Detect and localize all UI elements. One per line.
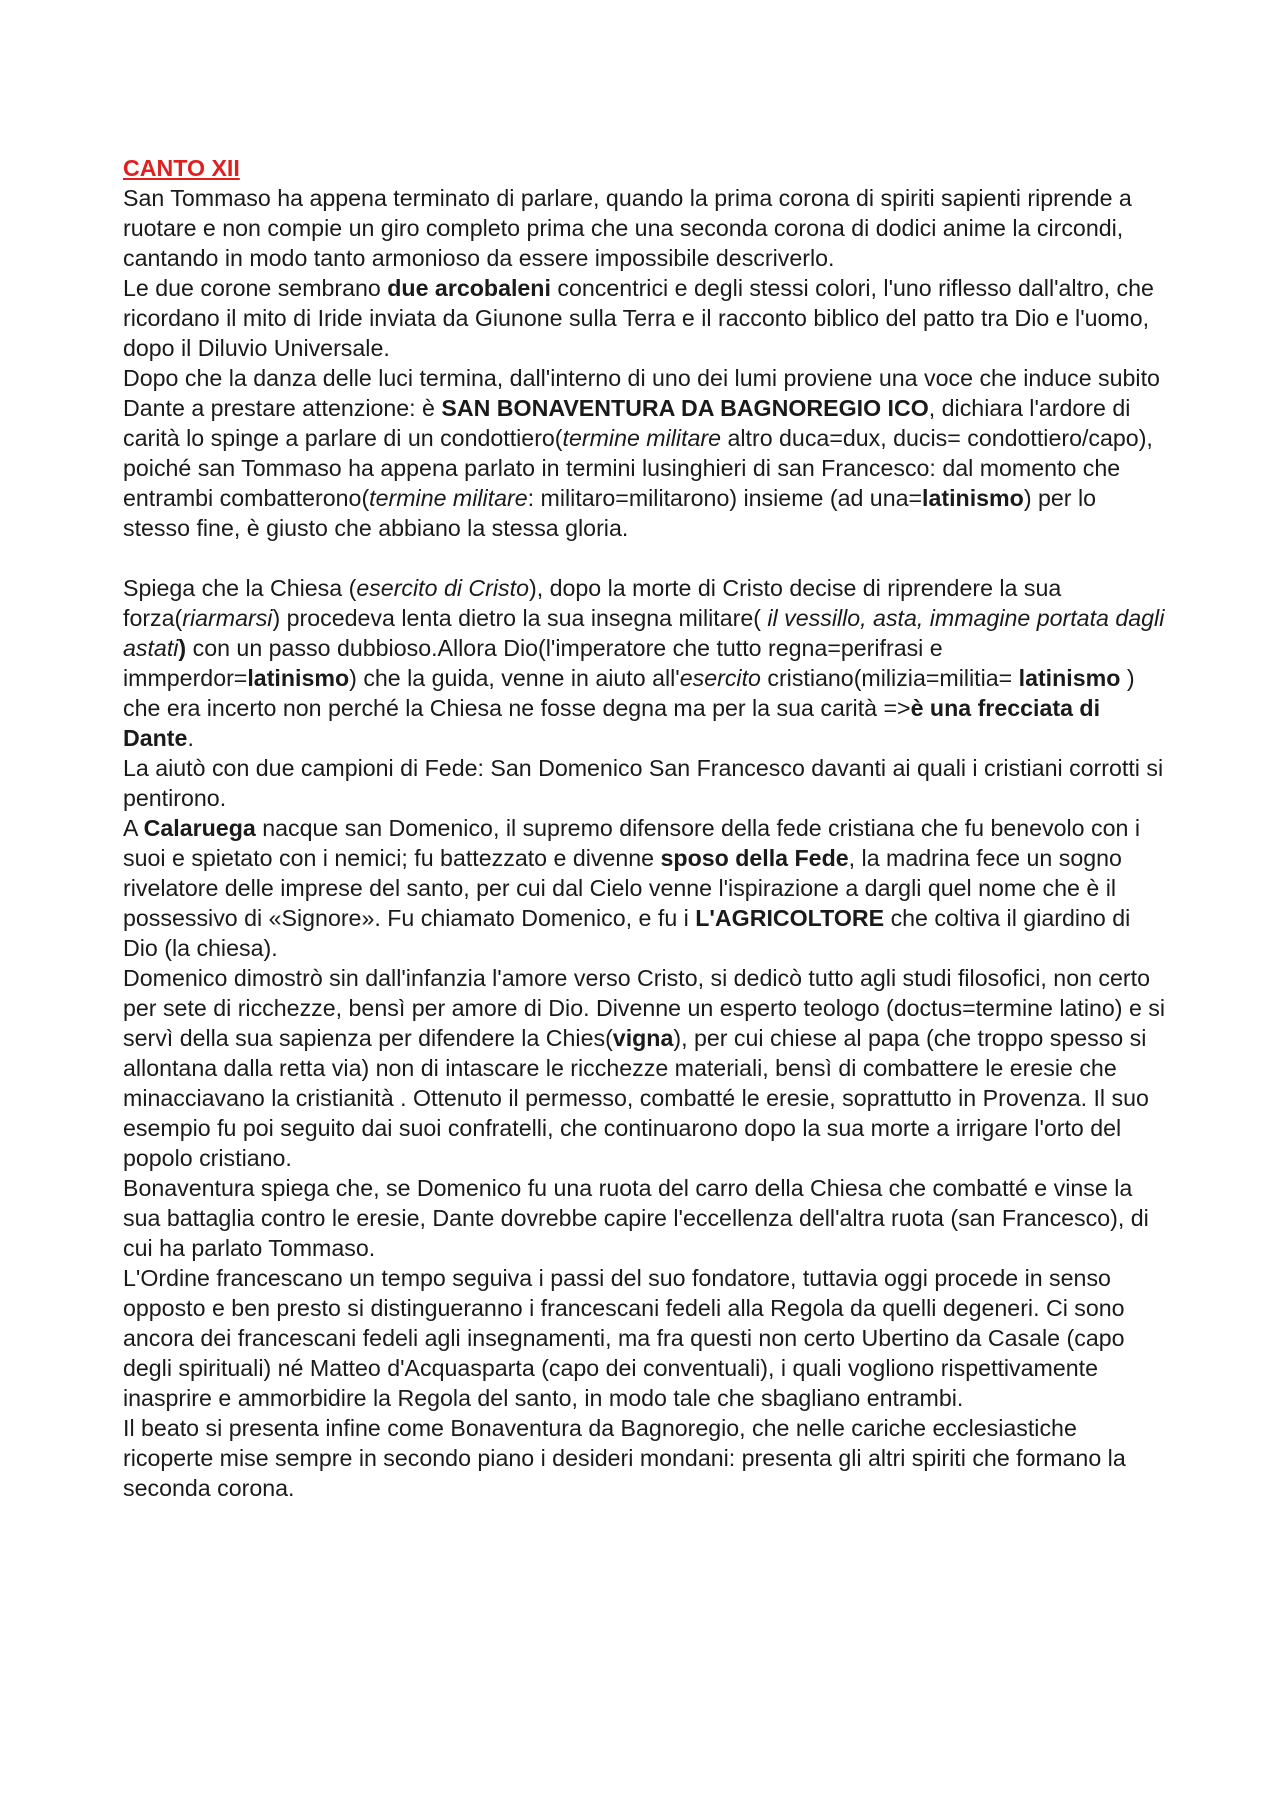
p4-run-0: Spiega che la Chiesa ( — [123, 575, 357, 601]
paragraph-chiesa-esercito — [123, 573, 1168, 753]
p2-run-2: concentrici e degli stessi colori, l'uno riflesso dall'altro, che ricordano il mito di Iride inviata da Giunone sulla Terra e il racconto biblico del patto tra Dio e l'uomo, dopo il Diluvio Universale. — [123, 275, 1154, 361]
document-page — [123, 153, 1168, 1503]
p3-run-3: termine militare — [562, 425, 722, 451]
paragraph-domenico-teologo — [123, 963, 1168, 1173]
p4-run-4: ) procedeva lenta dietro la sua insegna militare( — [272, 605, 768, 631]
p1-run-0: San Tommaso ha appena terminato di parlare, quando la prima corona di spiriti sapienti riprende a ruotare e non compie un giro completo prima che una seconda corona di dodici anime la circondi, cantando in modo tanto armonioso da essere impossibile descriverlo. — [123, 185, 1132, 271]
p4-run-15: . — [187, 725, 194, 751]
p6-run-3: sposo della Fede — [660, 845, 849, 871]
p5-run-0: La aiutò con due campioni di Fede: San Domenico San Francesco davanti ai quali i cristiani corrotti si pentirono. — [123, 755, 1164, 811]
p10-run-0: Il beato si presenta infine come Bonaventura da Bagnoregio, che nelle cariche ecclesiastiche ricoperte mise sempre in secondo piano i desideri mondani: presenta gli altri spiriti che formano la seconda corona. — [123, 1415, 1126, 1501]
paragraph-campioni-fede — [123, 753, 1168, 813]
p4-run-13: ) che era incerto non perché la Chiesa ne fosse degna ma per la sua carità => — [123, 665, 1135, 721]
p3-run-6: : militaro=militarono) insieme (ad una= — [527, 485, 923, 511]
p4-run-5: il vessillo, asta, immagine portata dagli astati — [123, 605, 1165, 661]
p4-run-12: latinismo — [1018, 665, 1121, 691]
p7-run-0: Domenico dimostrò sin dall'infanzia l'amore verso Cristo, si dedicò tutto agli studi filosofici, non certo per sete di ricchezze, bensì per amore di Dio. Divenne un esperto teologo (doctus=termine latino) e si servì della sua sapienza per difendere la Chies( — [123, 965, 1166, 1051]
p3-run-8: ) per lo stesso fine, è giusto che abbiano la stessa gloria. — [123, 485, 1096, 541]
p7-run-1: vigna — [612, 1025, 674, 1051]
paragraph-gap — [123, 543, 1168, 573]
p3-run-7: latinismo — [922, 485, 1024, 511]
p4-run-10: esercito — [679, 665, 761, 691]
p3-run-1: SAN BONAVENTURA DA BAGNOREGIO ICO — [441, 395, 929, 421]
p6-run-6: che coltiva il giardino di Dio (la chiesa). — [123, 905, 1131, 961]
canto-title: CANTO XII — [123, 155, 240, 181]
paragraph-ruota-carro — [123, 1173, 1168, 1263]
p6-run-0: A — [123, 815, 144, 841]
p4-run-3: riarmarsi — [182, 605, 273, 631]
p4-run-8: latinismo — [247, 665, 350, 691]
p6-run-5: L'AGRICOLTORE — [695, 905, 885, 931]
p4-run-11: cristiano(milizia=militia= — [760, 665, 1019, 691]
paragraph-bonaventura-voce — [123, 363, 1168, 543]
paragraph-ordine-francescano — [123, 1263, 1168, 1413]
p6-run-2: nacque san Domenico, il supremo difensore della fede cristiana che fu benevolo con i suoi e spietato con i nemici; fu battezzato e divenne — [123, 815, 1140, 871]
paragraph-arcobaleni — [123, 273, 1168, 363]
p4-run-2: ), dopo la morte di Cristo decise di riprendere la sua forza( — [123, 575, 1062, 631]
p4-run-1: esercito di Cristo — [356, 575, 529, 601]
p4-run-9: ) che la guida, venne in aiuto all' — [349, 665, 680, 691]
p4-run-7: con un passo dubbioso.Allora Dio(l'imperatore che tutto regna=perifrasi e immperdor= — [123, 635, 943, 691]
p7-run-2: ), per cui chiese al papa (che troppo spesso si allontana dalla retta via) non di intascare le ricchezze materiali, bensì di combattere le eresie che minacciavano la cristianità . Ottenuto il permesso, combatté le eresie, soprattutto in Provenza. Il suo esempio fu poi seguito dai suoi confratelli, che continuarono dopo la sua morte a irrigare l'orto del popolo cristiano. — [123, 1025, 1149, 1171]
p8-run-0: Bonaventura spiega che, se Domenico fu una ruota del carro della Chiesa che combatté e vinse la sua battaglia contro le eresie, Dante dovrebbe capire l'eccellenza dell'altra ruota (san Francesco), di cui ha parlato Tommaso. — [123, 1175, 1149, 1261]
p6-run-4: , la madrina fece un sogno rivelatore delle imprese del santo, per cui dal Cielo venne l'ispirazione a dargli quel nome che è il possessivo di «Signore». Fu chiamato Domenico, e fu i — [123, 845, 1122, 931]
p3-run-2: , dichiara l'ardore di carità lo spinge a parlare di un condottiero( — [123, 395, 1131, 451]
paragraph-intro — [123, 183, 1168, 273]
p9-run-0: L'Ordine francescano un tempo seguiva i passi del suo fondatore, tuttavia oggi procede in senso opposto e ben presto si distingueranno i francescani fedeli alla Regola da quelli degeneri. Ci sono ancora dei francescani fedeli agli insegnamenti, ma fra questi non certo Ubertino da Casale (capo degli spirituali) né Matteo d'Acquasparta (capo dei conventuali), i quali vogliono rispettivamente inasprire e ammorbidire la Regola del santo, in modo tale che sbagliano entrambi. — [123, 1265, 1125, 1411]
p4-run-6: ) — [178, 635, 187, 661]
p4-run-14: è una frecciata di Dante — [123, 695, 1101, 751]
p3-run-4: altro duca=dux, ducis= condottiero/capo), poiché san Tommaso ha appena parlato in termini lusinghieri di san Francesco: dal momento che entrambi combatterono( — [123, 425, 1153, 511]
paragraph-calaruega — [123, 813, 1168, 963]
p3-run-5: termine militare — [369, 485, 528, 511]
p3-run-0: Dopo che la danza delle luci termina, dall'interno di uno dei lumi proviene una voce che induce subito Dante a prestare attenzione: è — [123, 365, 1160, 421]
paragraph-beato-presenta — [123, 1413, 1168, 1503]
p2-run-0: Le due corone sembrano — [123, 275, 388, 301]
p6-run-1: Calaruega — [143, 815, 256, 841]
p2-run-1: due arcobaleni — [387, 275, 551, 301]
